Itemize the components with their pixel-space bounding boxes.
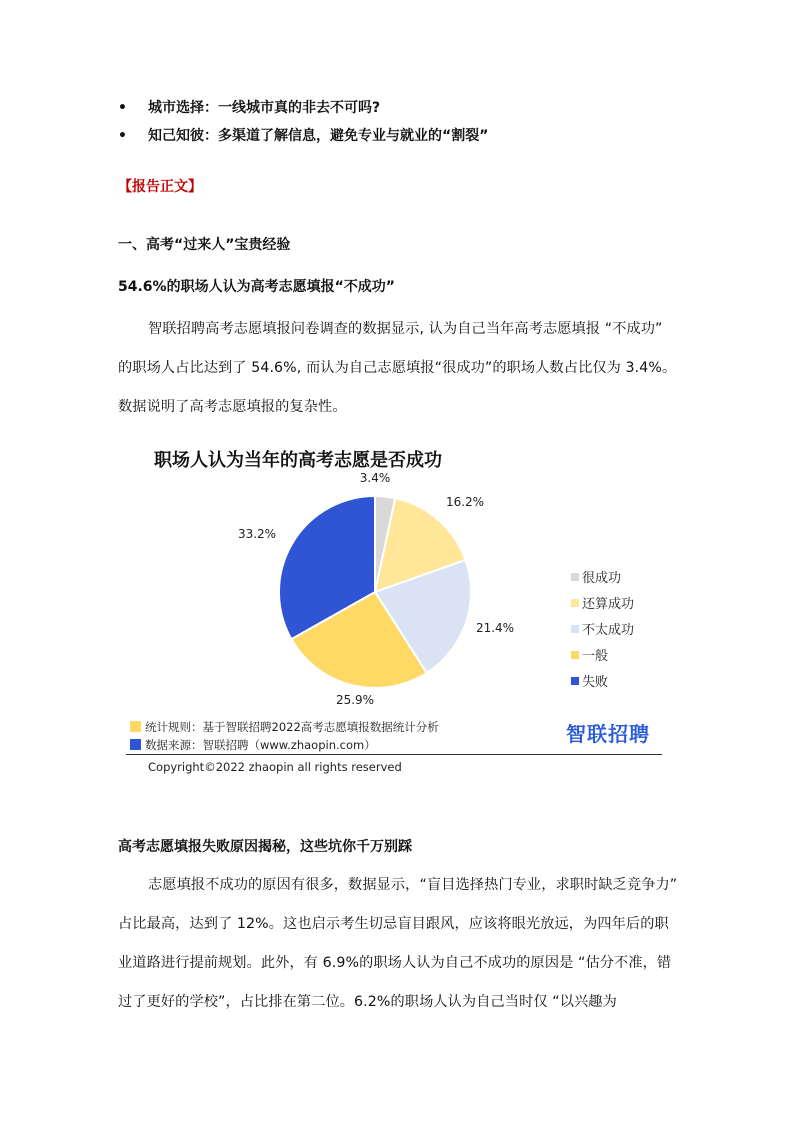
subtitle-2: 高考志愿填报失败原因揭秘，这些坑你千万别踩 <box>118 839 412 855</box>
legend-label-3: 一般 <box>582 649 609 664</box>
legend-swatch-0 <box>571 573 579 581</box>
legend-label-1: 还算成功 <box>582 597 635 612</box>
paragraph-2-text: 志愿填报不成功的原因有很多，数据显示，“盲目选择热门专业，求职时缺乏竞争力” 占比最高，达到了 12%。这也启示考生切忌盲目跟风，应该将眼光放远，为四年后的职业道路进行提前规划。此外，有 6.9%的职场人认为自己不成功的原因是 “估分不准，错过了更好的学校”，占比排在第二位。6.2%的职场人认为自己当时仅 “以兴趣为 <box>118 877 678 1010</box>
data-label-2: 21.4% <box>475 621 515 635</box>
copyright: Copyright©2022 zhaopin all rights reserved <box>148 760 402 774</box>
paragraph-1 <box>118 310 678 427</box>
bullet-item <box>118 126 488 154</box>
footnote-rule-text: 统计规则：基于智联招聘2022高考志愿填报数据统计分析 <box>145 720 439 734</box>
square-icon <box>130 721 141 732</box>
report-tag: 【报告正文】 <box>118 179 202 195</box>
bullet-list <box>118 98 488 154</box>
footnote-source-text: 数据来源：智联招聘（www.zhaopin.com） <box>145 738 376 752</box>
bullet-text: 知己知彼：多渠道了解信息，避免专业与就业的“割裂” <box>148 128 489 144</box>
paragraph-1-text: 智联招聘高考志愿填报问卷调查的数据显示, 认为自己当年高考志愿填报 “不成功” 的职场人占比达到了 54.6%, 而认为自己志愿填报“很成功”的职场人数占比仅为 3.4%。数据说明了高考志愿填报的复杂性。 <box>118 321 677 415</box>
legend-swatch-3 <box>571 651 579 659</box>
data-label-1: 16.2% <box>445 495 485 509</box>
data-label-3: 25.9% <box>335 693 375 707</box>
legend-label-4: 失败 <box>582 675 609 690</box>
data-label-0: 3.4% <box>359 471 391 485</box>
chart-footnotes <box>130 718 439 754</box>
paragraph-2 <box>118 866 678 1022</box>
bullet-item <box>118 98 488 126</box>
divider <box>126 754 662 755</box>
section-title: 一、高考“过来人”宝贵经验 <box>118 237 291 253</box>
subtitle-1: 54.6%的职场人认为高考志愿填报“不成功” <box>118 279 395 295</box>
bullet-dot: • <box>118 100 127 116</box>
bullet-dot: • <box>118 128 127 144</box>
footnote-rule <box>130 718 439 736</box>
square-icon <box>130 739 141 750</box>
legend-swatch-1 <box>571 599 579 607</box>
footnote-source <box>130 736 439 754</box>
brand-logo: 智联招聘 <box>566 722 650 746</box>
legend-swatch-4 <box>571 677 579 685</box>
legend-swatch-2 <box>571 625 579 633</box>
legend-label-2: 不太成功 <box>582 623 635 638</box>
bullet-text: 城市选择：一线城市真的非去不可吗? <box>148 100 381 116</box>
chart-title: 职场人认为当年的高考志愿是否成功 <box>154 450 442 471</box>
legend-label-0: 很成功 <box>582 571 622 586</box>
data-label-4: 33.2% <box>237 527 277 541</box>
pie-chart-svg <box>118 440 678 720</box>
